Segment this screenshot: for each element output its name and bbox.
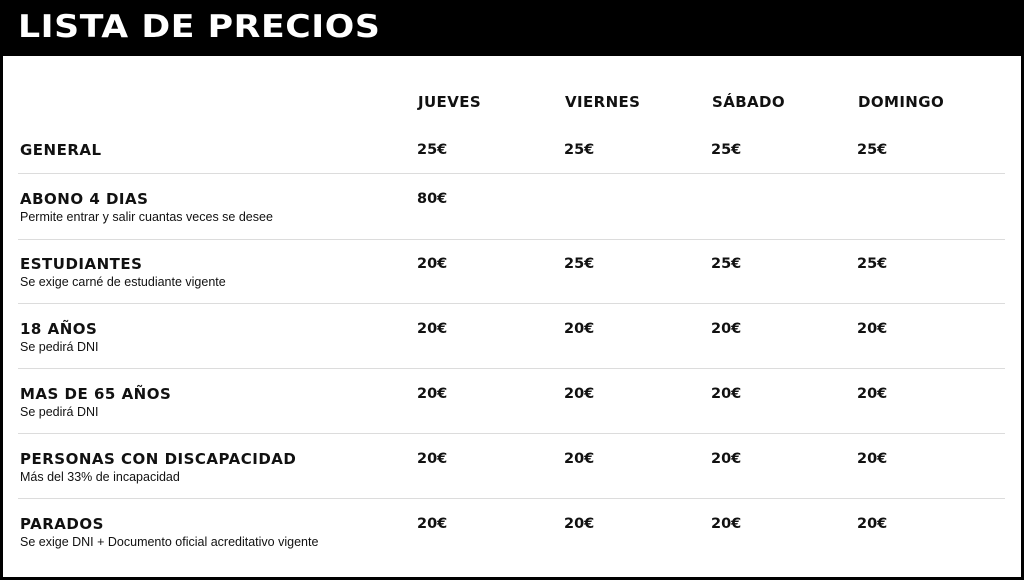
- price-cell: 20€: [711, 516, 742, 532]
- row-label: PERSONAS CON DISCAPACIDAD: [20, 450, 297, 468]
- table-row: [18, 385, 1005, 434]
- price-cell: 20€: [417, 386, 448, 402]
- page-title: LISTA DE PRECIOS: [18, 9, 381, 45]
- price-cell: 20€: [417, 321, 448, 337]
- price-cell: 20€: [857, 321, 888, 337]
- price-cell: 20€: [857, 516, 888, 532]
- row-label: ESTUDIANTES: [20, 255, 143, 273]
- row-note: Se pedirá DNI: [20, 405, 99, 419]
- price-cell: 25€: [857, 142, 888, 158]
- price-cell: 20€: [417, 451, 448, 467]
- column-header-jueves: JUEVES: [418, 93, 482, 111]
- price-cell: 25€: [711, 142, 742, 158]
- row-label: 18 AÑOS: [20, 320, 98, 338]
- price-cell: 25€: [711, 256, 742, 272]
- price-cell: 20€: [417, 256, 448, 272]
- price-cell: 25€: [564, 142, 595, 158]
- price-cell: 20€: [564, 516, 595, 532]
- price-cell: 20€: [857, 451, 888, 467]
- header-bar: [0, 0, 1024, 56]
- price-cell: 25€: [417, 142, 448, 158]
- price-cell: 20€: [564, 386, 595, 402]
- row-label: MAS DE 65 AÑOS: [20, 385, 172, 403]
- column-header-domingo: DOMINGO: [858, 93, 945, 111]
- table-row: [18, 141, 1005, 174]
- row-note: Permite entrar y salir cuantas veces se desee: [20, 210, 273, 224]
- price-cell: 25€: [857, 256, 888, 272]
- price-cell: 20€: [857, 386, 888, 402]
- price-cell: 20€: [564, 321, 595, 337]
- price-cell: 25€: [564, 256, 595, 272]
- table-row: [18, 320, 1005, 369]
- price-cell: 80€: [417, 191, 448, 207]
- price-cell: 20€: [711, 451, 742, 467]
- row-label: ABONO 4 DIAS: [20, 190, 149, 208]
- price-cell: 20€: [564, 451, 595, 467]
- table-row: [18, 450, 1005, 499]
- row-note: Más del 33% de incapacidad: [20, 470, 180, 484]
- row-note: Se exige carné de estudiante vigente: [20, 275, 226, 289]
- row-note: Se pedirá DNI: [20, 340, 99, 354]
- row-note: Se exige DNI + Documento oficial acreditativo vigente: [20, 535, 319, 549]
- row-label: GENERAL: [20, 141, 102, 159]
- column-header-viernes: VIERNES: [565, 93, 641, 111]
- row-label: PARADOS: [20, 515, 104, 533]
- table-row: [18, 255, 1005, 304]
- price-cell: 20€: [711, 386, 742, 402]
- column-header-sabado: SÁBADO: [712, 93, 786, 111]
- table-row: [18, 515, 1005, 563]
- price-cell: 20€: [417, 516, 448, 532]
- table-row: [18, 190, 1005, 240]
- price-cell: 20€: [711, 321, 742, 337]
